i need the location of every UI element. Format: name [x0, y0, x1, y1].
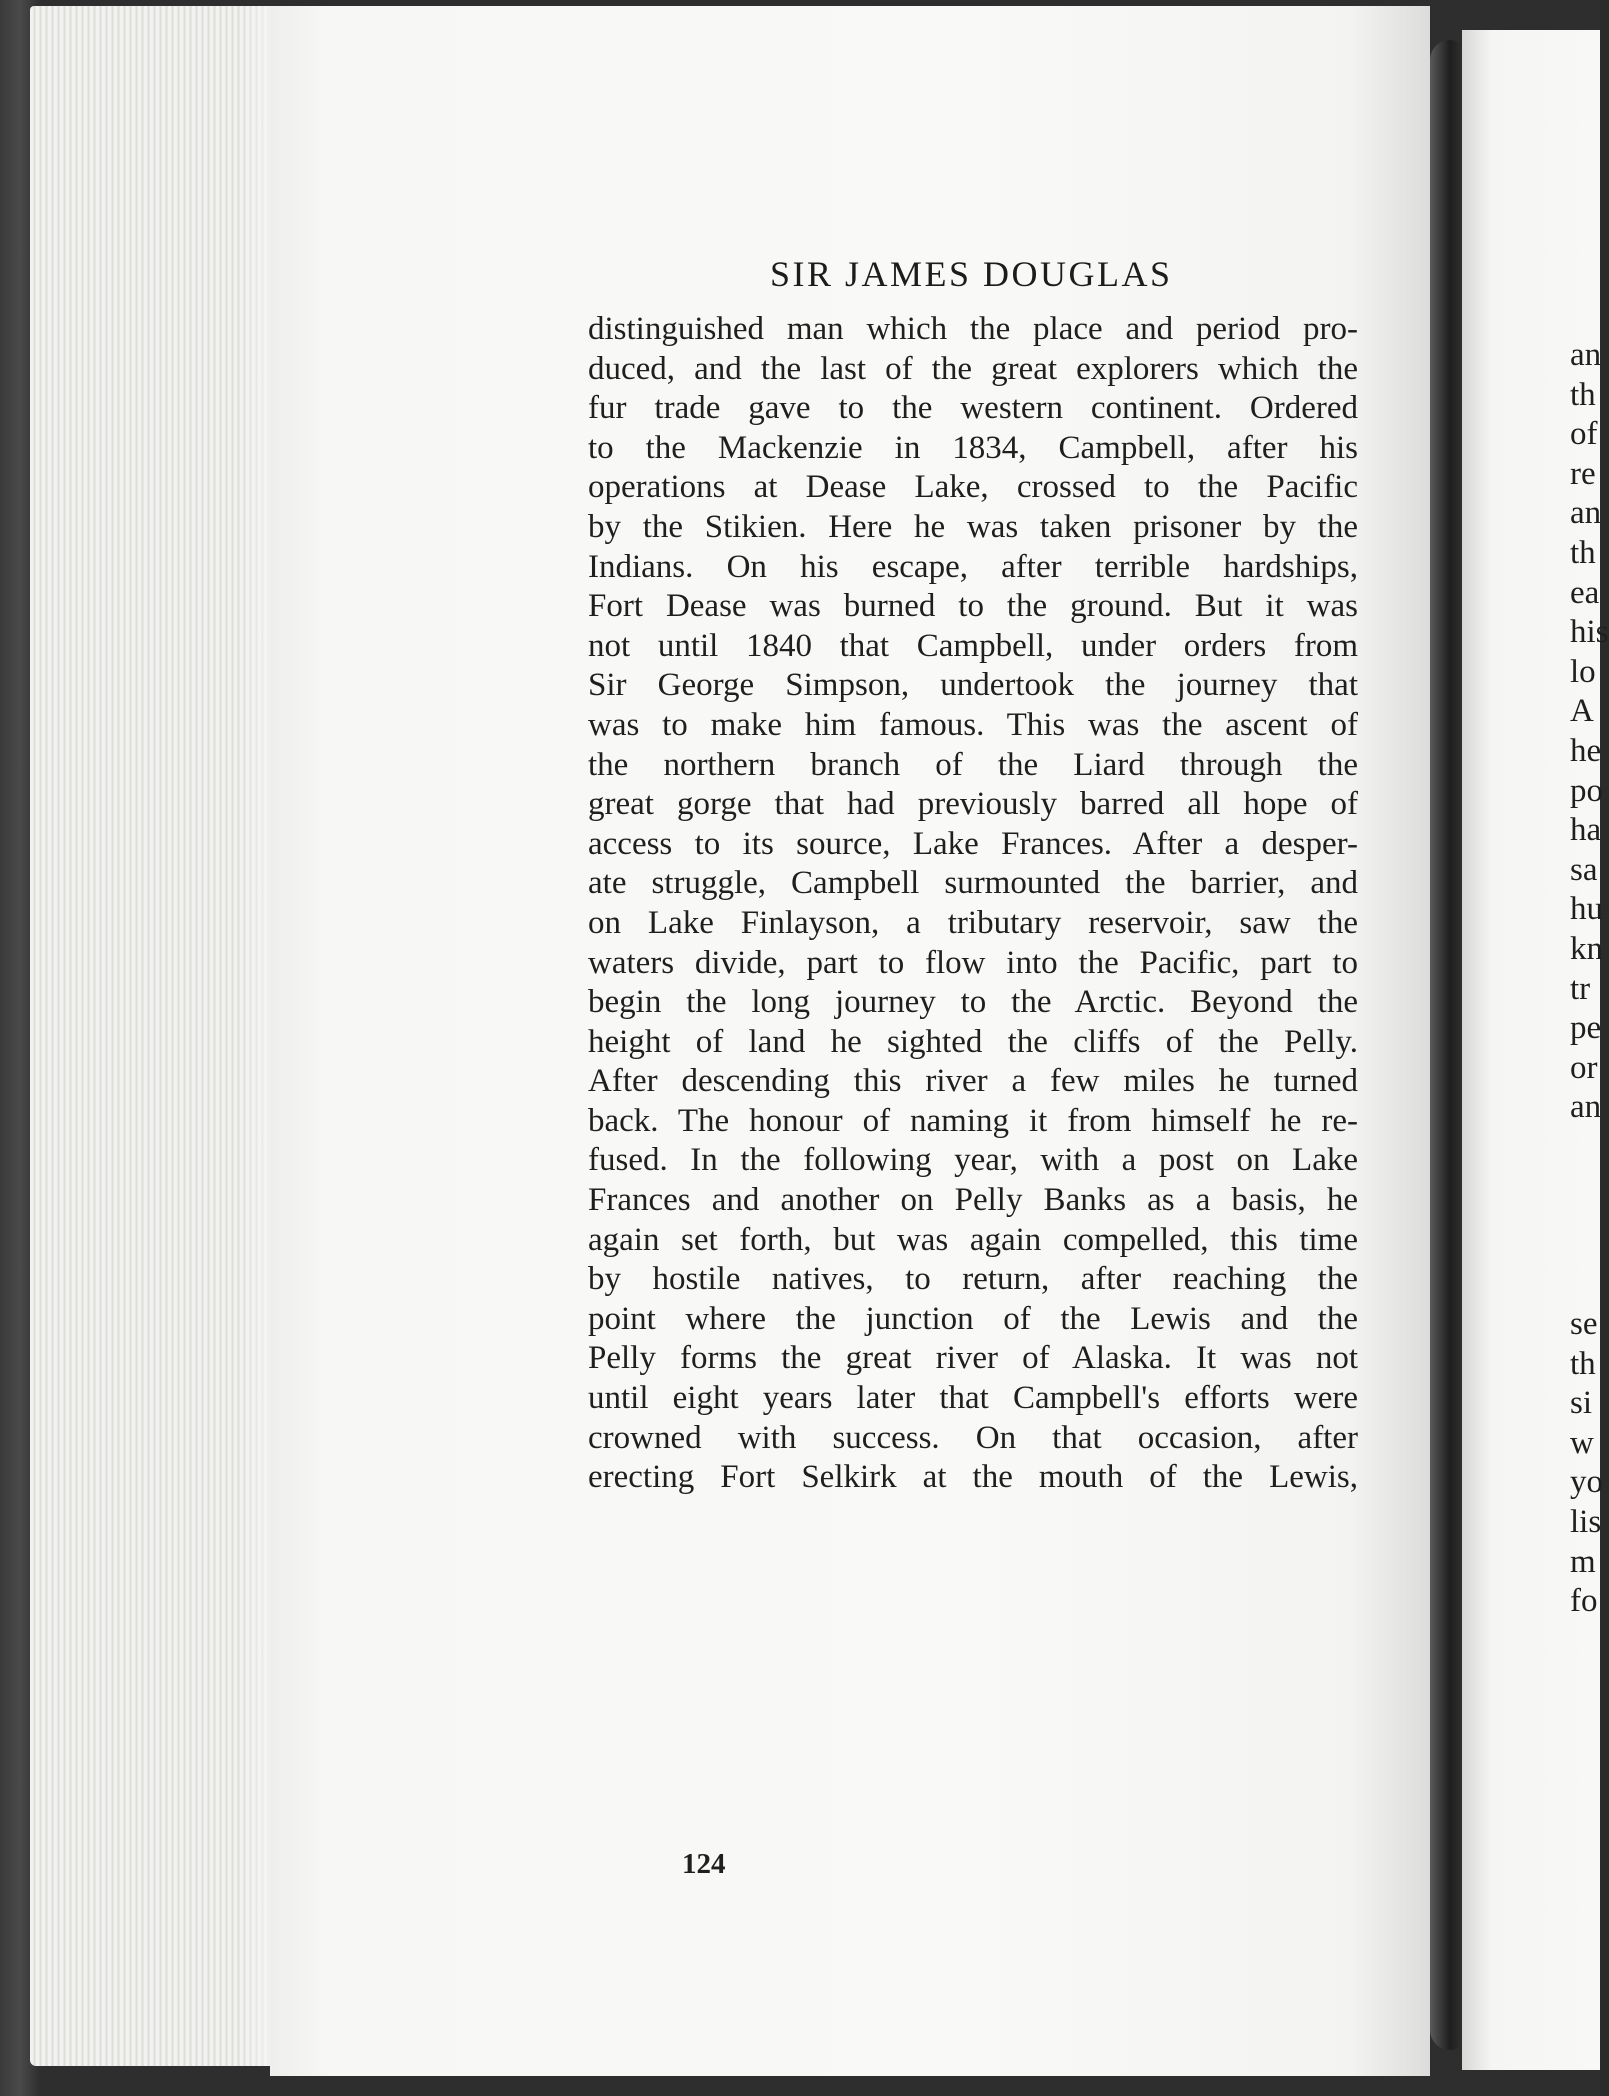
fragment: th [1570, 1345, 1596, 1382]
text-line: until eight years later that Campbell's efforts were [588, 1380, 1358, 1417]
fragment: ea [1570, 574, 1600, 611]
fragment: sa [1570, 851, 1598, 888]
text-line: Sir George Simpson, undertook the journey that [588, 667, 1358, 704]
text-line: again set forth, but was again compelled, this time [588, 1221, 1358, 1258]
facing-page-fragments-top [1570, 336, 1609, 1128]
fragment: se [1570, 1306, 1598, 1342]
fragment: an [1570, 337, 1602, 373]
fragment: an [1570, 495, 1602, 532]
fragment: ha [1570, 812, 1602, 849]
text-line: by hostile natives, to return, after reaching the [588, 1261, 1358, 1298]
text-line: was to make him famous. This was the ascent of [588, 706, 1358, 743]
text-line: Fort Dease was burned to the ground. But it was [588, 588, 1358, 625]
text-line: Frances and another on Pelly Banks as a basis, he [588, 1182, 1358, 1219]
text-line: Pelly forms the great river of Alaska. It was not [588, 1340, 1358, 1377]
text-line: duced, and the last of the great explorers which the [588, 350, 1358, 387]
text-line: fused. In the following year, with a post on Lake [588, 1142, 1358, 1179]
text-line: Indians. On his escape, after terrible hardships, [588, 548, 1358, 585]
fragment: th [1570, 534, 1596, 571]
text-line: by the Stikien. Here he was taken prisoner by the [588, 508, 1358, 545]
text-line: great gorge that had previously barred all hope of [588, 786, 1358, 823]
fragment: m [1570, 1543, 1596, 1580]
text-line: on Lake Finlayson, a tributary reservoir, saw the [588, 904, 1358, 941]
text-line: operations at Dease Lake, crossed to the Pacific [588, 469, 1358, 506]
page-number: 124 [682, 1848, 726, 1880]
text-line: crowned with success. On that occasion, after [588, 1419, 1358, 1456]
fragment: A [1570, 693, 1594, 730]
text-line: point where the junction of the Lewis and the [588, 1300, 1358, 1337]
text-line: After descending this river a few miles he turned [588, 1063, 1358, 1100]
facing-page-fragments-bottom [1570, 1305, 1603, 1622]
fragment: pe [1570, 1010, 1602, 1047]
fragment: kn [1570, 930, 1603, 967]
body-text [588, 310, 1358, 1498]
fragment: his [1570, 614, 1609, 651]
fragment: hu [1570, 891, 1603, 928]
text-line: to the Mackenzie in 1834, Campbell, after his [588, 429, 1358, 466]
fragment: yo [1570, 1464, 1603, 1501]
text-line: begin the long journey to the Arctic. Beyond the [588, 984, 1358, 1021]
running-head: SIR JAMES DOUGLAS [770, 254, 1173, 294]
text-line: erecting Fort Selkirk at the mouth of the Lewis, [588, 1459, 1358, 1496]
fragment: or [1570, 1049, 1598, 1086]
fragment: of [1570, 416, 1598, 453]
fragment: lis [1570, 1503, 1602, 1540]
fragment: re [1570, 455, 1596, 492]
fragment: th [1570, 376, 1596, 413]
text-line: back. The honour of naming it from himself he re- [588, 1102, 1358, 1139]
text-line: access to its source, Lake Frances. After a desper- [588, 825, 1358, 862]
text-line: not until 1840 that Campbell, under orders from [588, 627, 1358, 664]
fragment: he [1570, 732, 1602, 769]
fragment: fo [1570, 1583, 1598, 1620]
page-edges [30, 6, 280, 2066]
fragment: si [1570, 1385, 1593, 1422]
fragment: lo [1570, 653, 1596, 690]
text-line: distinguished man which the place and period pro- [588, 311, 1358, 347]
text-line: height of land he sighted the cliffs of the Pelly. [588, 1023, 1358, 1060]
fragment: an [1570, 1089, 1602, 1126]
fragment: w [1570, 1424, 1594, 1461]
fragment: po [1570, 772, 1603, 809]
text-line: fur trade gave to the western continent. Ordered [588, 390, 1358, 427]
text-line: waters divide, part to flow into the Pacific, part to [588, 944, 1358, 981]
text-line: ate struggle, Campbell surmounted the barrier, and [588, 865, 1358, 902]
fragment: tr [1570, 970, 1591, 1007]
text-line: the northern branch of the Liard through the [588, 746, 1358, 783]
